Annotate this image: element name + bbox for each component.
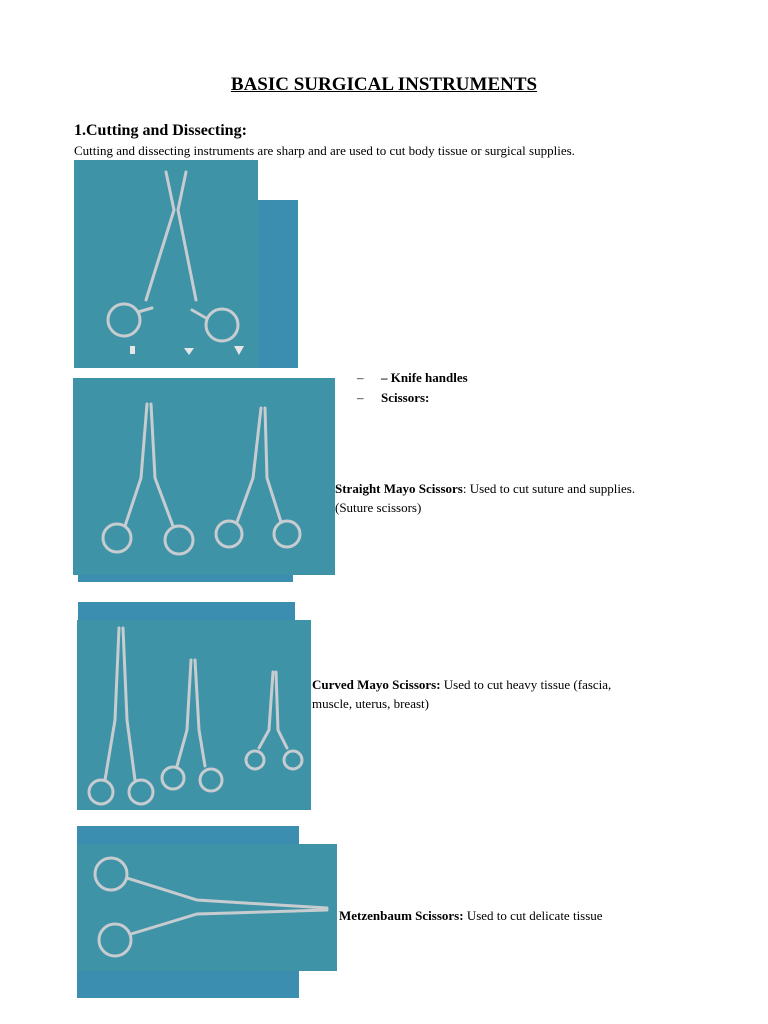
instrument-list	[357, 370, 468, 410]
list-item-scissors: Scissors:	[381, 390, 430, 405]
list-item-knife-handles: – Knife handles	[381, 370, 468, 385]
instrument-name: Metzenbaum Scissors:	[339, 908, 464, 923]
list-item	[357, 370, 468, 390]
curved-mayo-caption	[312, 675, 611, 713]
list-dash: –	[357, 370, 364, 385]
instrument-name: Curved Mayo Scissors:	[312, 677, 441, 692]
instrument-name: Straight Mayo Scissors	[335, 481, 463, 496]
instrument-description-2: (Suture scissors)	[335, 500, 422, 515]
instrument-description-2: muscle, uterus, breast)	[312, 696, 429, 711]
photo-metzenbaum	[77, 844, 337, 971]
page-title: BASIC SURGICAL INSTRUMENTS	[230, 74, 538, 95]
instrument-description: Used to cut delicate tissue	[463, 908, 603, 923]
photo-straight-mayo	[73, 378, 335, 575]
name-separator: :	[462, 481, 467, 496]
photo-backdrop-1	[256, 200, 298, 368]
photo-curved-mayo	[77, 620, 311, 810]
straight-mayo-caption	[335, 479, 635, 517]
section-description: Cutting and dissecting instruments are sharp and are used to cut body tissue or surgical supplies.	[74, 143, 575, 158]
section-heading: 1.Cutting and Dissecting:	[74, 122, 247, 139]
photo-knife-handles	[74, 160, 258, 368]
metzenbaum-caption	[339, 906, 603, 925]
instrument-description: Used to cut heavy tissue (fascia,	[440, 677, 612, 692]
list-item	[357, 390, 468, 410]
instrument-description: Used to cut suture and supplies.	[466, 481, 636, 496]
list-dash: –	[357, 390, 364, 405]
